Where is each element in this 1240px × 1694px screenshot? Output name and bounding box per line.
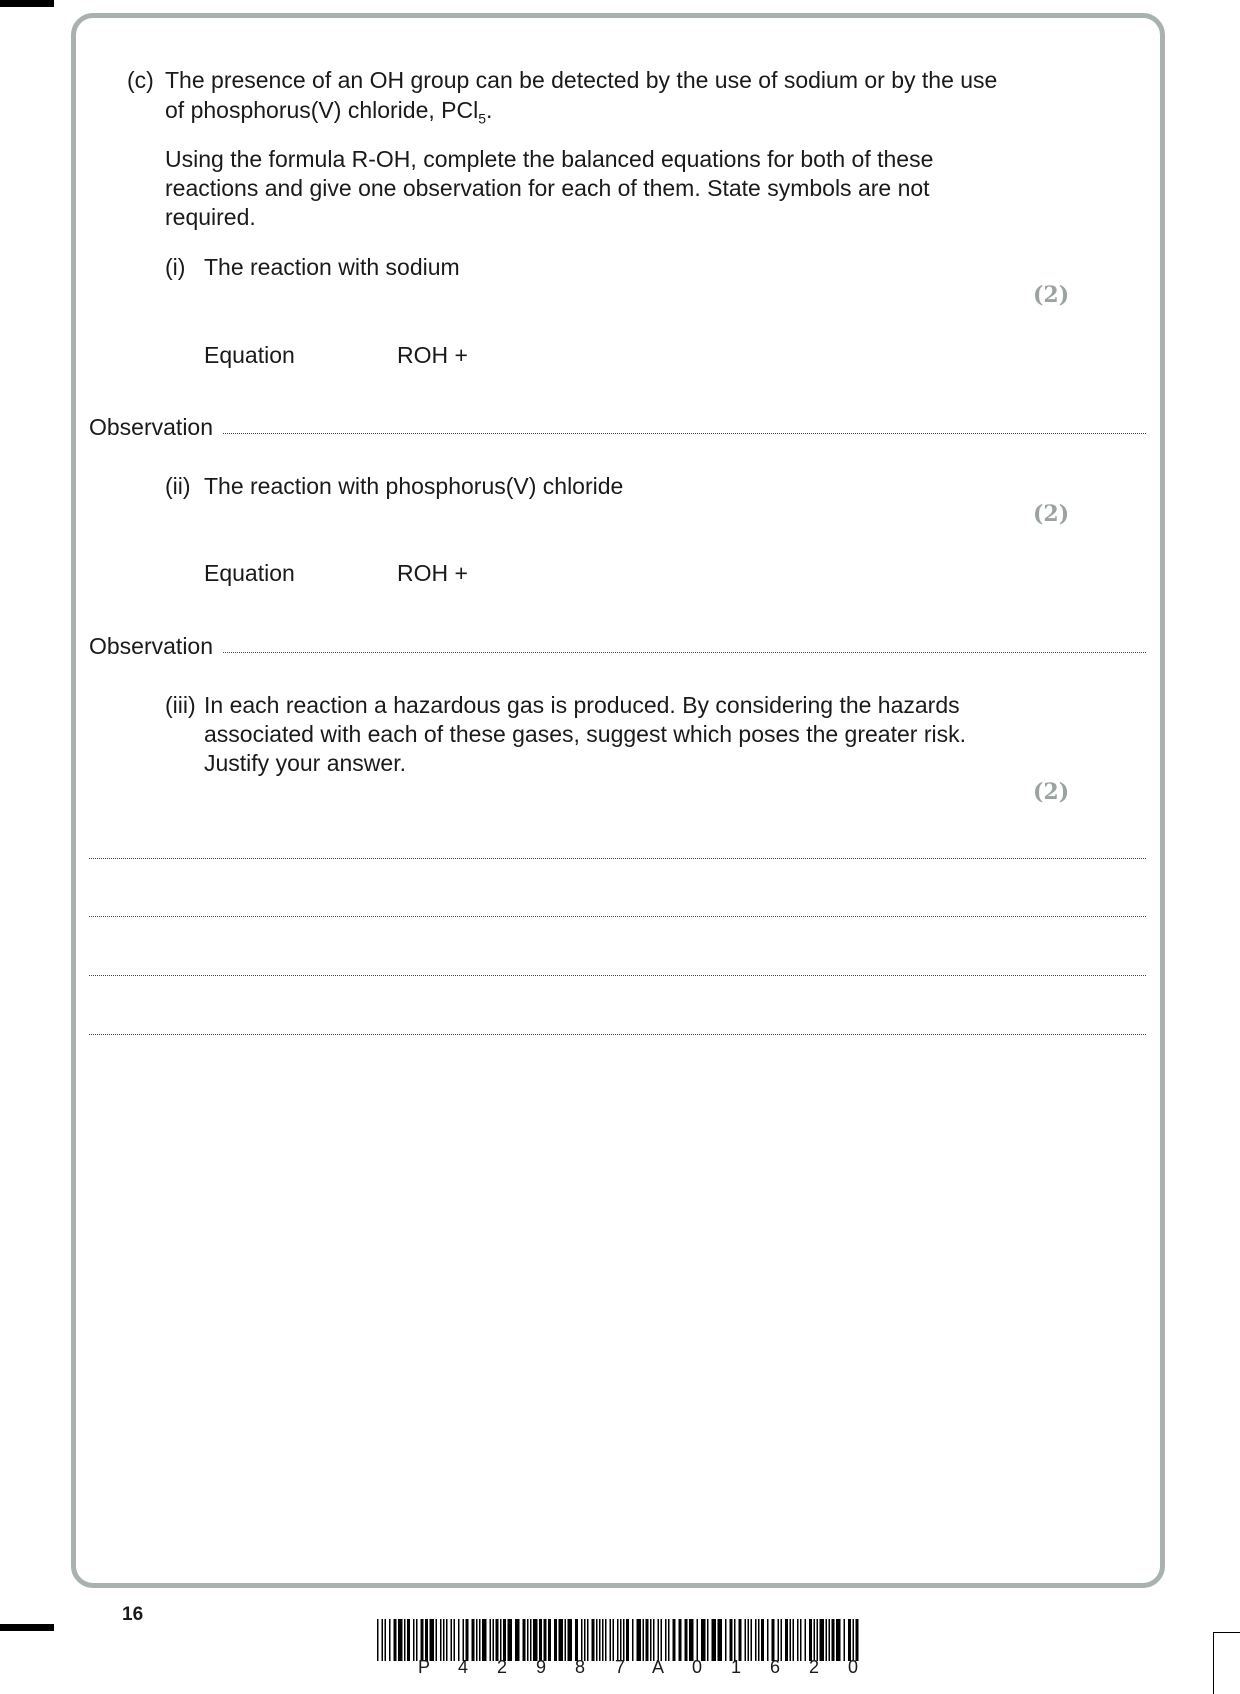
- sub-ii-label: (ii): [165, 473, 191, 499]
- part-label: (c): [127, 67, 154, 93]
- barcode-bar: [404, 1619, 406, 1661]
- answer-line[interactable]: [89, 1034, 1146, 1035]
- barcode-bar: [430, 1619, 435, 1661]
- barcode-char: P: [418, 1657, 431, 1677]
- barcode-bar: [781, 1619, 783, 1661]
- barcode-bar: [836, 1619, 841, 1661]
- barcode-bar: [767, 1619, 769, 1661]
- barcode-bar: [790, 1619, 792, 1661]
- instruction-line-2: reactions and give one observation for each of them. State symbols are not: [165, 175, 930, 201]
- barcode-bar: [394, 1619, 397, 1661]
- barcode-bar: [665, 1619, 667, 1661]
- barcode-bar: [685, 1619, 688, 1661]
- barcode-bar: [626, 1619, 629, 1661]
- barcode-bar: [751, 1619, 753, 1661]
- barcode-bar: [463, 1619, 465, 1661]
- sub-i-label: (i): [165, 254, 186, 280]
- barcode-bar: [848, 1619, 851, 1661]
- barcode-bar: [673, 1619, 676, 1661]
- intro-end: .: [486, 97, 493, 123]
- barcode-bar: [559, 1619, 564, 1661]
- barcode-bars: [377, 1619, 859, 1661]
- barcode-bar: [620, 1619, 622, 1661]
- page-number: 16: [122, 1604, 144, 1625]
- barcode-bar: [382, 1619, 384, 1661]
- barcode-bar: [800, 1619, 802, 1661]
- barcode-bar: [421, 1619, 424, 1661]
- pcl5-subscript: 5: [478, 110, 487, 127]
- barcode-bar: [793, 1619, 795, 1661]
- barcode-bar: [739, 1619, 742, 1661]
- barcode-bar: [454, 1619, 456, 1661]
- barcode-bar: [544, 1619, 547, 1661]
- intro-line-2-text: of phosphorus(V) chloride, PCl: [165, 97, 479, 123]
- barcode-bar: [755, 1619, 757, 1661]
- barcode-bar: [712, 1619, 717, 1661]
- barcode-bar: [596, 1619, 598, 1661]
- intro-line-2: [165, 96, 492, 134]
- barcode-bar: [725, 1619, 727, 1661]
- barcode-bar: [503, 1619, 506, 1661]
- barcode-bar: [472, 1619, 475, 1661]
- barcode-bar: [610, 1619, 612, 1661]
- barcode-char: 4: [458, 1657, 469, 1677]
- sub-i-equation-start: ROH +: [397, 342, 468, 368]
- barcode-bar: [482, 1619, 487, 1661]
- barcode-bar: [844, 1619, 846, 1661]
- barcode-bar: [508, 1619, 513, 1661]
- sub-ii-text: The reaction with phosphorus(V) chloride: [204, 473, 624, 499]
- barcode-char: A: [652, 1657, 665, 1677]
- barcode-bar: [479, 1619, 481, 1661]
- barcode-bar: [451, 1619, 453, 1661]
- sub-i-equation-label: Equation: [204, 342, 295, 368]
- barcode-bar: [533, 1619, 538, 1661]
- barcode-bar: [734, 1619, 736, 1661]
- barcode-bar: [587, 1619, 589, 1661]
- barcode-bar: [707, 1619, 709, 1661]
- sub-i-text: The reaction with sodium: [204, 254, 460, 280]
- barcode-bar: [407, 1619, 410, 1661]
- barcode-bar: [413, 1619, 415, 1661]
- barcode-bar: [745, 1619, 747, 1661]
- barcode-bar: [814, 1619, 816, 1661]
- instruction-line-1: Using the formula R-OH, complete the balanced equations for both of these: [165, 146, 934, 172]
- barcode-bar: [458, 1619, 460, 1661]
- barcode-bar: [425, 1619, 428, 1661]
- barcode-bar: [646, 1619, 649, 1661]
- barcode-bar: [377, 1619, 379, 1661]
- barcode-bar: [643, 1619, 645, 1661]
- barcode-bar: [605, 1619, 607, 1661]
- sub-ii-observation-line[interactable]: [223, 652, 1146, 653]
- barcode-bar: [817, 1619, 819, 1661]
- sub-iii-line-1: In each reaction a hazardous gas is produced. By considering the hazards: [204, 692, 960, 718]
- barcode-bar: [785, 1619, 788, 1661]
- barcode-bar: [632, 1619, 634, 1661]
- barcode-text: [418, 1657, 859, 1681]
- barcode-bar: [826, 1619, 828, 1661]
- barcode-char: 9: [536, 1657, 547, 1677]
- barcode-bar: [623, 1619, 625, 1661]
- sub-ii-observation-label: Observation: [89, 633, 214, 659]
- barcode-bar: [820, 1619, 825, 1661]
- barcode-bar: [697, 1619, 699, 1661]
- barcode-bar: [718, 1619, 723, 1661]
- barcode-bar: [554, 1619, 557, 1661]
- registration-mark-top: [0, 0, 54, 7]
- barcode: [377, 1619, 861, 1661]
- barcode-char: 7: [615, 1657, 626, 1677]
- answer-line[interactable]: [89, 858, 1146, 859]
- barcode-bar: [496, 1619, 499, 1661]
- barcode-bar: [527, 1619, 529, 1661]
- instruction-line-3: required.: [165, 204, 256, 230]
- barcode-bar: [778, 1619, 780, 1661]
- barcode-bar: [658, 1619, 660, 1661]
- barcode-bar: [679, 1619, 682, 1661]
- barcode-bar: [493, 1619, 495, 1661]
- barcode-bar: [761, 1619, 764, 1661]
- barcode-bar: [565, 1619, 567, 1661]
- barcode-bar: [650, 1619, 652, 1661]
- barcode-bar: [701, 1619, 706, 1661]
- sub-i-marks: (2): [1033, 282, 1070, 308]
- barcode-char: 0: [848, 1657, 859, 1677]
- barcode-bar: [653, 1619, 655, 1661]
- barcode-bar: [809, 1619, 812, 1661]
- barcode-bar: [515, 1619, 520, 1661]
- sub-iii-marks: (2): [1033, 779, 1070, 805]
- barcode-char: 2: [809, 1657, 820, 1677]
- barcode-bar: [832, 1619, 835, 1661]
- barcode-bar: [758, 1619, 760, 1661]
- barcode-bar: [446, 1619, 448, 1661]
- barcode-bar: [829, 1619, 831, 1661]
- barcode-bar: [466, 1619, 469, 1661]
- barcode-char: 8: [575, 1657, 586, 1677]
- barcode-bar: [385, 1619, 387, 1661]
- barcode-bar: [575, 1619, 578, 1661]
- barcode-bar: [476, 1619, 478, 1661]
- answer-frame: [71, 13, 1165, 1588]
- barcode-bar: [805, 1619, 807, 1661]
- barcode-bar: [548, 1619, 551, 1661]
- intro-line-1: The presence of an OH group can be detected by the use of sodium or by the use: [165, 67, 998, 93]
- sub-ii-equation-label: Equation: [204, 560, 295, 586]
- answer-line[interactable]: [89, 916, 1146, 917]
- barcode-bar: [584, 1619, 586, 1661]
- barcode-bar: [539, 1619, 542, 1661]
- barcode-bar: [599, 1619, 601, 1661]
- barcode-bar: [772, 1619, 775, 1661]
- barcode-bar: [617, 1619, 619, 1661]
- barcode-bar: [443, 1619, 445, 1661]
- barcode-bar: [568, 1619, 573, 1661]
- barcode-bar: [637, 1619, 642, 1661]
- sub-i-observation-label: Observation: [89, 414, 214, 440]
- crop-mark-bottom-right: [1213, 1632, 1240, 1694]
- barcode-bar: [613, 1619, 615, 1661]
- sub-iii-label: (iii): [165, 692, 196, 718]
- barcode-char: 6: [770, 1657, 781, 1677]
- answer-line[interactable]: [89, 975, 1146, 976]
- sub-ii-marks: (2): [1033, 501, 1070, 527]
- barcode-bar: [416, 1619, 418, 1661]
- barcode-bar: [668, 1619, 670, 1661]
- barcode-bar: [490, 1619, 492, 1661]
- barcode-char: 0: [692, 1657, 703, 1677]
- barcode-bar: [398, 1619, 403, 1661]
- barcode-bar: [748, 1619, 750, 1661]
- sub-i-observation-line[interactable]: [223, 433, 1146, 434]
- barcode-bar: [730, 1619, 733, 1661]
- barcode-bar: [500, 1619, 502, 1661]
- barcode-bar: [440, 1619, 442, 1661]
- barcode-bar: [853, 1619, 855, 1661]
- sub-iii-line-2: associated with each of these gases, suggest which poses the greater risk.: [204, 721, 966, 747]
- barcode-bar: [856, 1619, 859, 1661]
- registration-mark-bottom: [0, 1624, 54, 1631]
- barcode-bar: [581, 1619, 583, 1661]
- barcode-bar: [530, 1619, 532, 1661]
- sub-ii-equation-start: ROH +: [397, 560, 468, 586]
- sub-iii-line-3: Justify your answer.: [204, 750, 406, 776]
- barcode-bar: [689, 1619, 694, 1661]
- barcode-bar: [602, 1619, 604, 1661]
- barcode-char: 1: [731, 1657, 742, 1677]
- barcode-bar: [389, 1619, 391, 1661]
- barcode-bar: [661, 1619, 663, 1661]
- barcode-bar: [523, 1619, 526, 1661]
- barcode-bar: [592, 1619, 595, 1661]
- barcode-bar: [797, 1619, 799, 1661]
- barcode-char: 2: [497, 1657, 508, 1677]
- barcode-bar: [436, 1619, 438, 1661]
